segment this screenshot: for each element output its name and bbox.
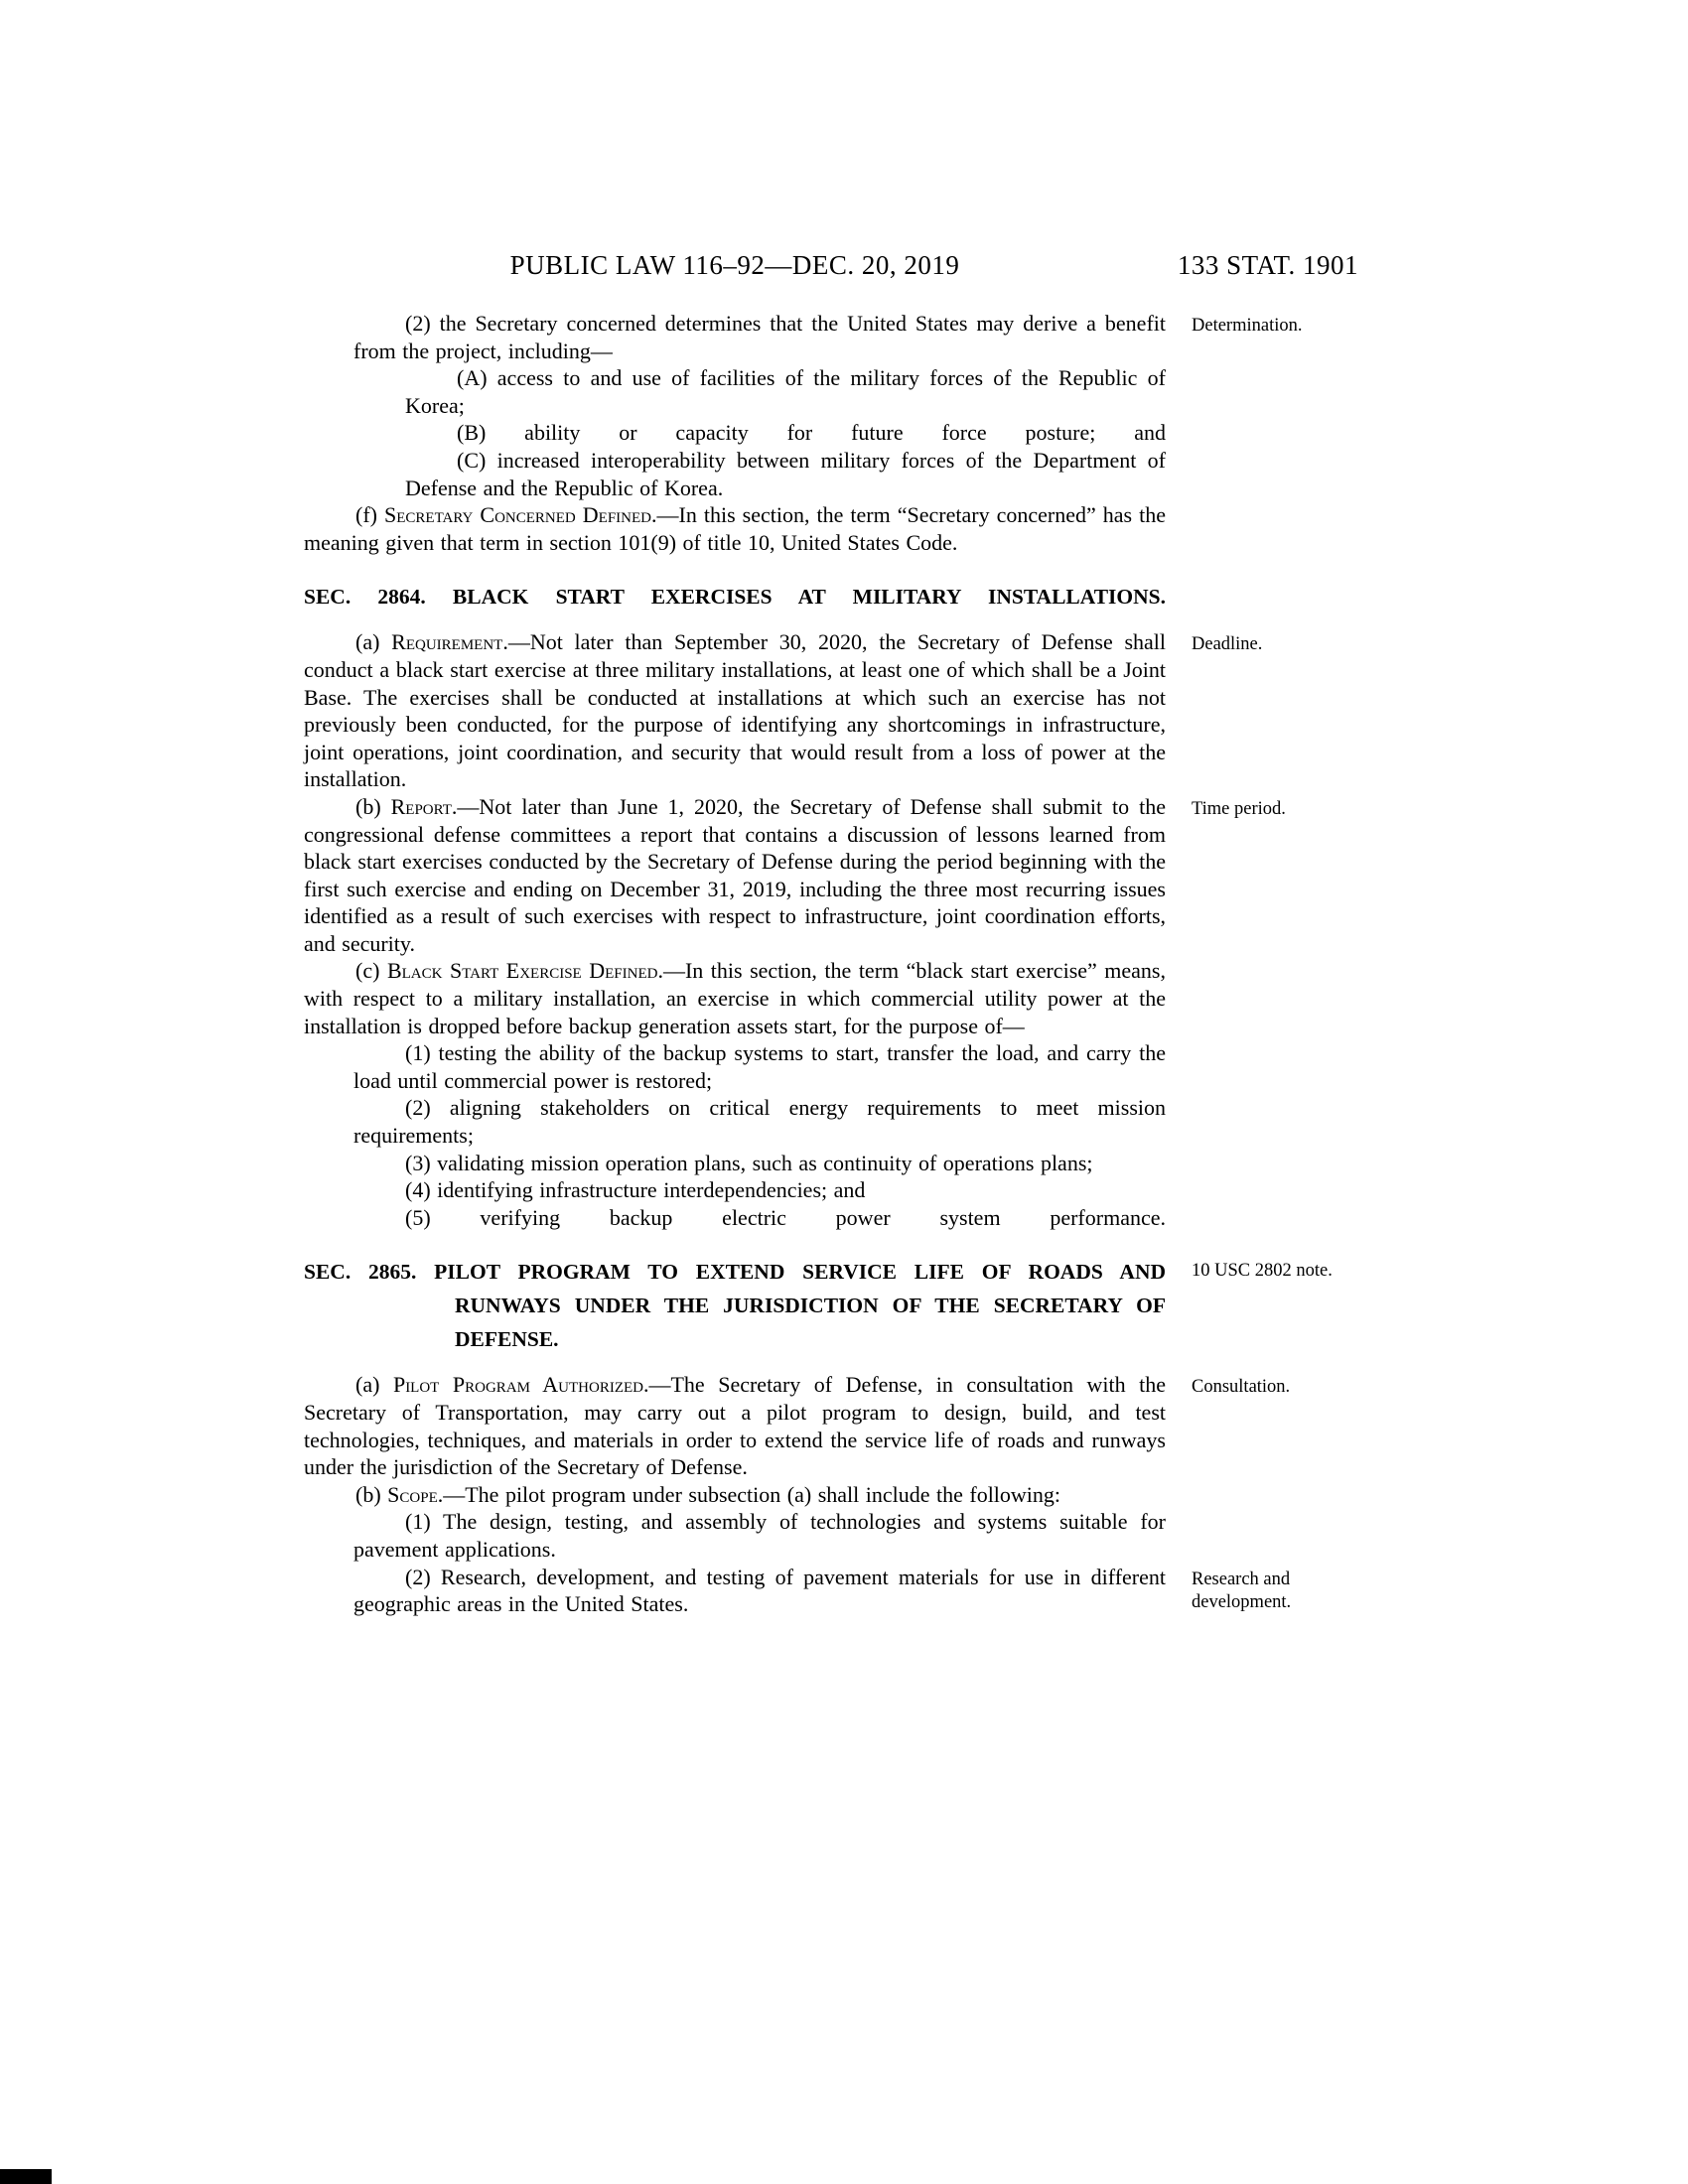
section-heading — [304, 1255, 1166, 1356]
text-run: SEC. 2865. PILOT PROGRAM TO EXTEND SERVICE LIFE OF ROADS AND RUNWAYS UNDER THE JURISDICTION OF THE SECRETARY OF DEFENSE. — [304, 1260, 1166, 1352]
text-run: (C) increased interoperability between military forces of the Department of Defense and the Republic of Korea. — [405, 447, 1166, 500]
paragraph — [353, 1508, 1166, 1563]
content-block — [304, 1039, 1166, 1094]
small-caps-term: Requirement — [391, 629, 503, 655]
text-run: (b) — [355, 793, 391, 819]
law-title: PUBLIC LAW 116–92—DEC. 20, 2019 — [509, 250, 960, 280]
text-run: (a) — [355, 1372, 393, 1398]
content-block — [304, 793, 1286, 958]
text-run: (A) access to and use of facilities of the military forces of the Republic of Korea; — [405, 365, 1166, 418]
paragraph — [304, 628, 1166, 793]
document-body — [304, 310, 1333, 1618]
section-heading — [304, 580, 1166, 614]
content-block — [304, 310, 1303, 364]
text-run: (B) ability or capacity for future force posture; and — [457, 420, 1166, 446]
margin-note: Time period. — [1192, 798, 1286, 819]
text-run: (a) — [355, 629, 392, 655]
text-run: (1) testing the ability of the backup systems to start, transfer the load, and carry the load until commercial power is restored; — [353, 1040, 1166, 1093]
small-caps-term: Pilot Program Authorized — [392, 1372, 643, 1398]
paragraph — [304, 793, 1166, 958]
small-caps-term: Black Start Exercise Defined — [386, 958, 658, 984]
text-run: .—Not later than September 30, 2020, the Secretary of Defense shall conduct a black start exercise at three military installations, at least one of which shall be a Joint Base. The exercises shall be conducted at installations at which such an exercise has not previously been conducted, for the purpose of identifying any shortcomings in infrastructure, joint operations, joint coordination, and security that would result from a loss of power at the installation. — [304, 629, 1167, 792]
paragraph — [405, 447, 1166, 501]
margin-note: Consultation. — [1192, 1377, 1291, 1398]
text-run: .—Not later than June 1, 2020, the Secretary of Defense shall submit to the congressional defense committees a report that contains a discussion of lessons learned from black start exercises conducted by the Secretary of Defense during the period beginning with the first such exercise and ending on December 31, 2019, including the three most recurring issues identified as a result of such exercises with respect to infrastructure, joint coordination efforts, and security. — [304, 793, 1166, 956]
text-run: (f) — [355, 502, 385, 528]
paragraph — [353, 1564, 1166, 1618]
margin-note: Determination. — [1192, 316, 1303, 336]
text-run: SEC. 2864. BLACK START EXERCISES AT MILITARY INSTALLATIONS. — [304, 585, 1166, 610]
text-run: (5) verifying backup electric power system performance. — [405, 1204, 1166, 1230]
small-caps-term: Secretary Concerned Defined — [384, 502, 651, 528]
content-block — [304, 1176, 1166, 1204]
paragraph — [353, 1094, 1166, 1149]
text-run: (4) identifying infrastructure interdependencies; and — [405, 1177, 866, 1203]
text-run: .—In this section, the term “Secretary concerned” has the meaning given that term in section 101(9) of title 10, United States Code. — [304, 502, 1167, 555]
text-run: (1) The design, testing, and assembly of technologies and systems suitable for pavement applications. — [353, 1509, 1166, 1562]
paragraph — [353, 1204, 1166, 1232]
margin-note: Research and development. — [1192, 1569, 1292, 1612]
content-block — [304, 628, 1263, 793]
content-block — [304, 1481, 1166, 1509]
paragraph — [304, 957, 1166, 1039]
content-block — [304, 1371, 1291, 1480]
content-block — [304, 447, 1166, 501]
paragraph — [353, 1150, 1166, 1177]
content-block — [304, 1508, 1166, 1563]
paragraph — [353, 1176, 1166, 1204]
text-run: .—In this section, the term “black start exercise” means, with respect to a military installation, an exercise in which commercial utility power at the installation is dropped before backup generation assets start, for the purpose of— — [304, 958, 1166, 1038]
content-block — [304, 1150, 1166, 1177]
content-block — [304, 580, 1166, 614]
text-run: (2) the Secretary concerned determines that the United States may derive a benefit from the project, including— — [353, 311, 1166, 363]
page-header — [304, 250, 1358, 280]
text-run: (3) validating mission operation plans, such as continuity of operations plans; — [405, 1150, 1093, 1175]
statute-page-number: 133 STAT. 1901 — [1177, 250, 1358, 280]
content-block — [304, 1204, 1166, 1232]
text-run: (2) Research, development, and testing of pavement materials for use in different geographic areas in the United States. — [353, 1564, 1166, 1617]
text-run: (2) aligning stakeholders on critical energy requirements to meet mission requirements; — [353, 1095, 1166, 1149]
small-caps-term: Scope — [387, 1481, 438, 1507]
content-block — [304, 957, 1166, 1039]
content-block — [304, 419, 1166, 447]
text-run: .—The pilot program under subsection (a) shall include the following: — [437, 1481, 1061, 1507]
content-block — [304, 1564, 1292, 1618]
margin-note: 10 USC 2802 note. — [1192, 1261, 1333, 1282]
content-block — [304, 1255, 1333, 1356]
small-caps-term: Report — [390, 793, 452, 819]
text-run: (c) — [355, 958, 387, 984]
margin-note: Deadline. — [1192, 634, 1263, 655]
paragraph — [353, 1039, 1166, 1094]
content-block — [304, 364, 1166, 419]
content-block — [304, 1094, 1166, 1149]
content-block — [304, 501, 1166, 556]
paragraph — [304, 1481, 1166, 1509]
paragraph — [353, 310, 1166, 364]
text-run: (b) — [355, 1481, 388, 1507]
paragraph — [405, 364, 1166, 419]
paragraph — [304, 501, 1166, 556]
paragraph — [304, 1371, 1166, 1480]
paragraph — [405, 419, 1166, 447]
text-run: .—The Secretary of Defense, in consultation with the Secretary of Transportation, may carry out a pilot program to design, build, and test technologies, techniques, and materials in order to extend the service life of roads and runways under the jurisdiction of the Secretary of Defense. — [304, 1372, 1166, 1480]
scan-artifact-bottom-left — [0, 2169, 52, 2184]
